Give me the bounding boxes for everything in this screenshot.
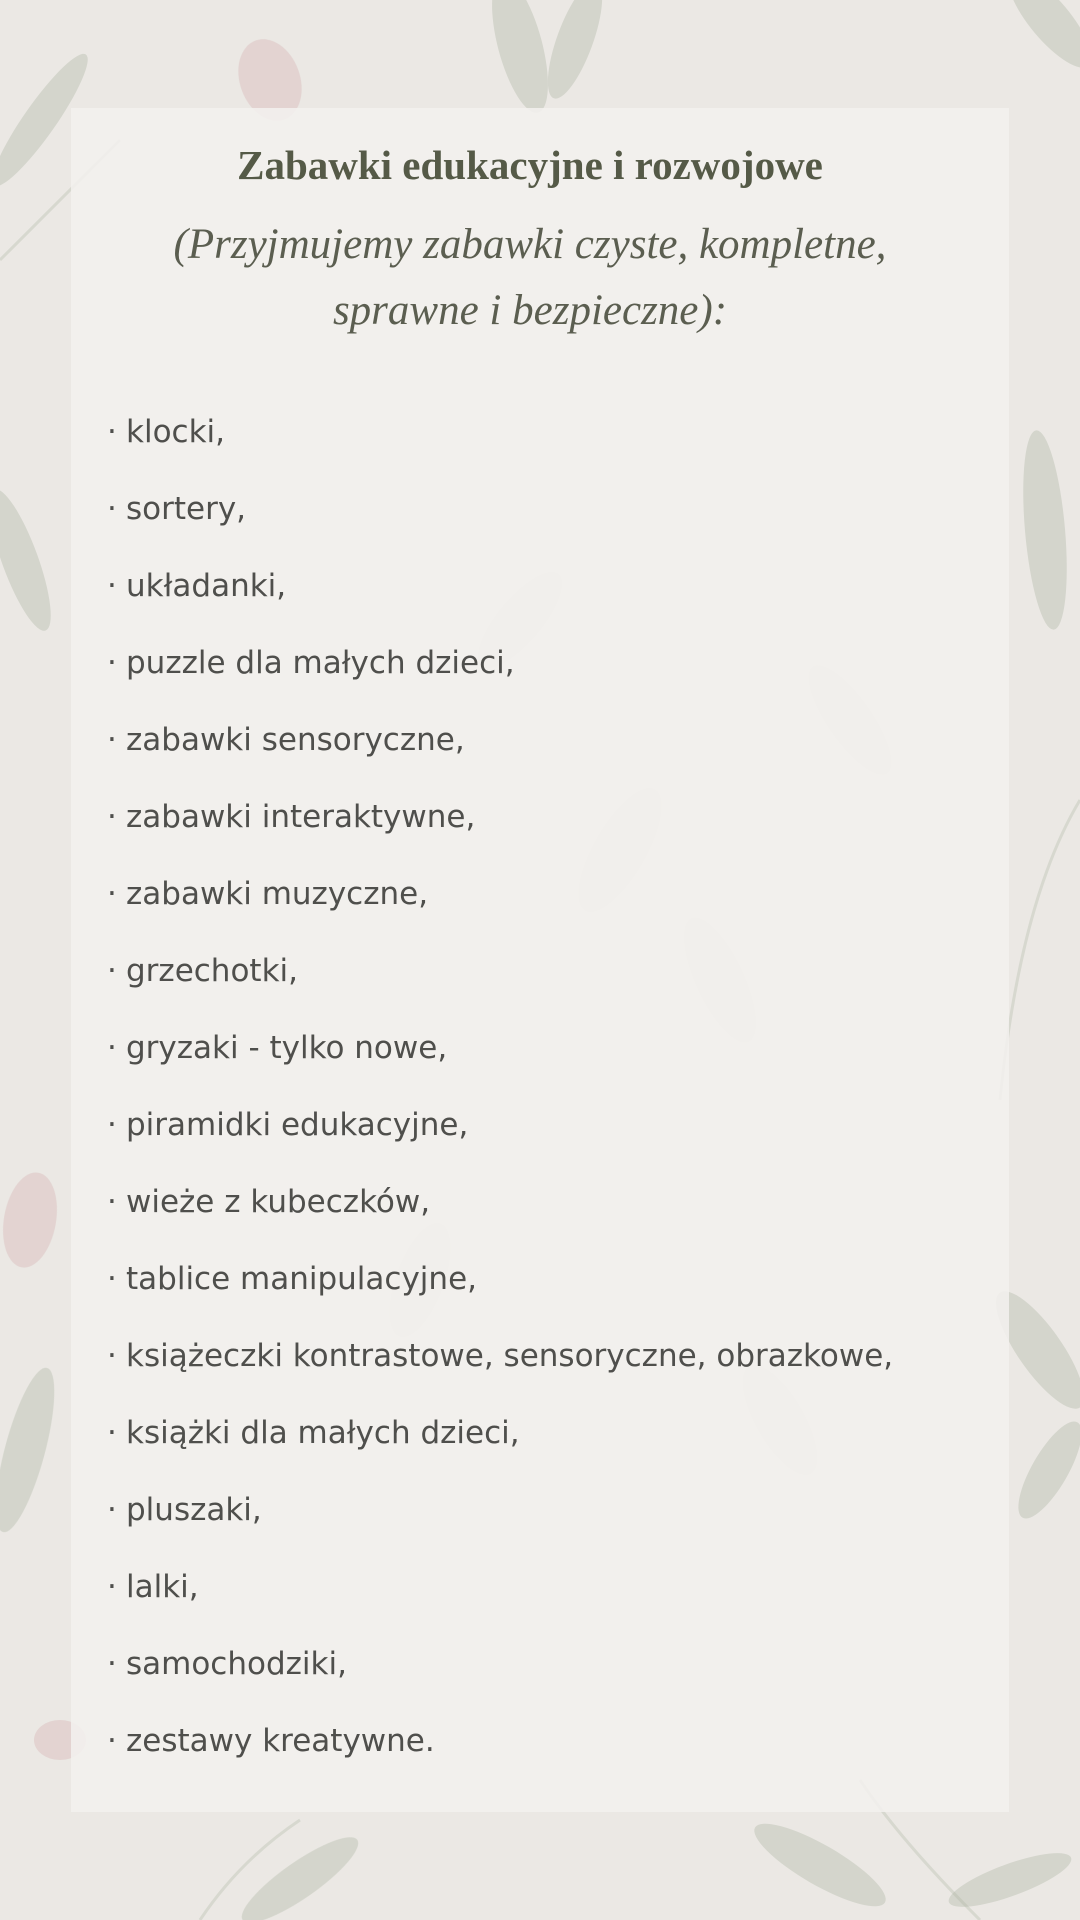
list-item-text: książki dla małych dzieci, <box>126 1415 520 1451</box>
list-item-text: grzechotki, <box>126 953 298 989</box>
list-item-text: gryzaki - tylko nowe, <box>126 1030 448 1066</box>
list-item <box>107 1095 893 1172</box>
list-item-text: samochodziki, <box>126 1646 347 1682</box>
bullet-icon: · <box>107 1107 117 1143</box>
list-item-text: puzzle dla małych dzieci, <box>126 645 515 681</box>
list-item <box>107 1018 893 1095</box>
toy-list <box>107 402 893 1788</box>
list-item-text: sortery, <box>126 491 247 527</box>
page-subtitle: (Przyjmujemy zabawki czyste, kompletne, sprawne i bezpieczne): <box>173 221 887 334</box>
list-item <box>107 633 893 710</box>
bullet-icon: · <box>107 491 117 527</box>
bullet-icon: · <box>107 876 117 912</box>
bullet-icon: · <box>107 1184 117 1220</box>
list-item <box>107 1711 893 1788</box>
list-item-text: pluszaki, <box>126 1492 262 1528</box>
page-title: Zabawki edukacyjne i rozwojowe <box>237 142 823 188</box>
list-item <box>107 479 893 556</box>
list-item-text: tablice manipulacyjne, <box>126 1261 477 1297</box>
list-item <box>107 1634 893 1711</box>
list-item-text: klocki, <box>126 414 225 450</box>
bullet-icon: · <box>107 1261 117 1297</box>
list-item <box>107 864 893 941</box>
list-item <box>107 402 893 479</box>
bullet-icon: · <box>107 953 117 989</box>
list-item-text: piramidki edukacyjne, <box>126 1107 469 1143</box>
list-item-text: wieże z kubeczków, <box>126 1184 431 1220</box>
bullet-icon: · <box>107 414 117 450</box>
bullet-icon: · <box>107 1723 117 1759</box>
list-item <box>107 1326 893 1403</box>
list-item-text: zabawki sensoryczne, <box>126 722 465 758</box>
list-item-text: zabawki interaktywne, <box>126 799 476 835</box>
bullet-icon: · <box>107 799 117 835</box>
list-item <box>107 1480 893 1557</box>
bullet-icon: · <box>107 568 117 604</box>
list-item-text: zestawy kreatywne. <box>126 1723 435 1759</box>
list-item <box>107 710 893 787</box>
list-item <box>107 1403 893 1480</box>
bullet-icon: · <box>107 1415 117 1451</box>
list-item-text: zabawki muzyczne, <box>126 876 429 912</box>
list-item <box>107 941 893 1018</box>
list-item <box>107 1172 893 1249</box>
list-item-text: lalki, <box>126 1569 199 1605</box>
list-item-text: układanki, <box>126 568 287 604</box>
bullet-icon: · <box>107 1030 117 1066</box>
bullet-icon: · <box>107 1492 117 1528</box>
bullet-icon: · <box>107 1646 117 1682</box>
list-item <box>107 1249 893 1326</box>
list-item <box>107 556 893 633</box>
list-item <box>107 1557 893 1634</box>
bullet-icon: · <box>107 1569 117 1605</box>
bullet-icon: · <box>107 645 117 681</box>
list-item <box>107 787 893 864</box>
bullet-icon: · <box>107 1338 117 1374</box>
bullet-icon: · <box>107 722 117 758</box>
list-item-text: książeczki kontrastowe, sensoryczne, obrazkowe, <box>126 1338 894 1374</box>
